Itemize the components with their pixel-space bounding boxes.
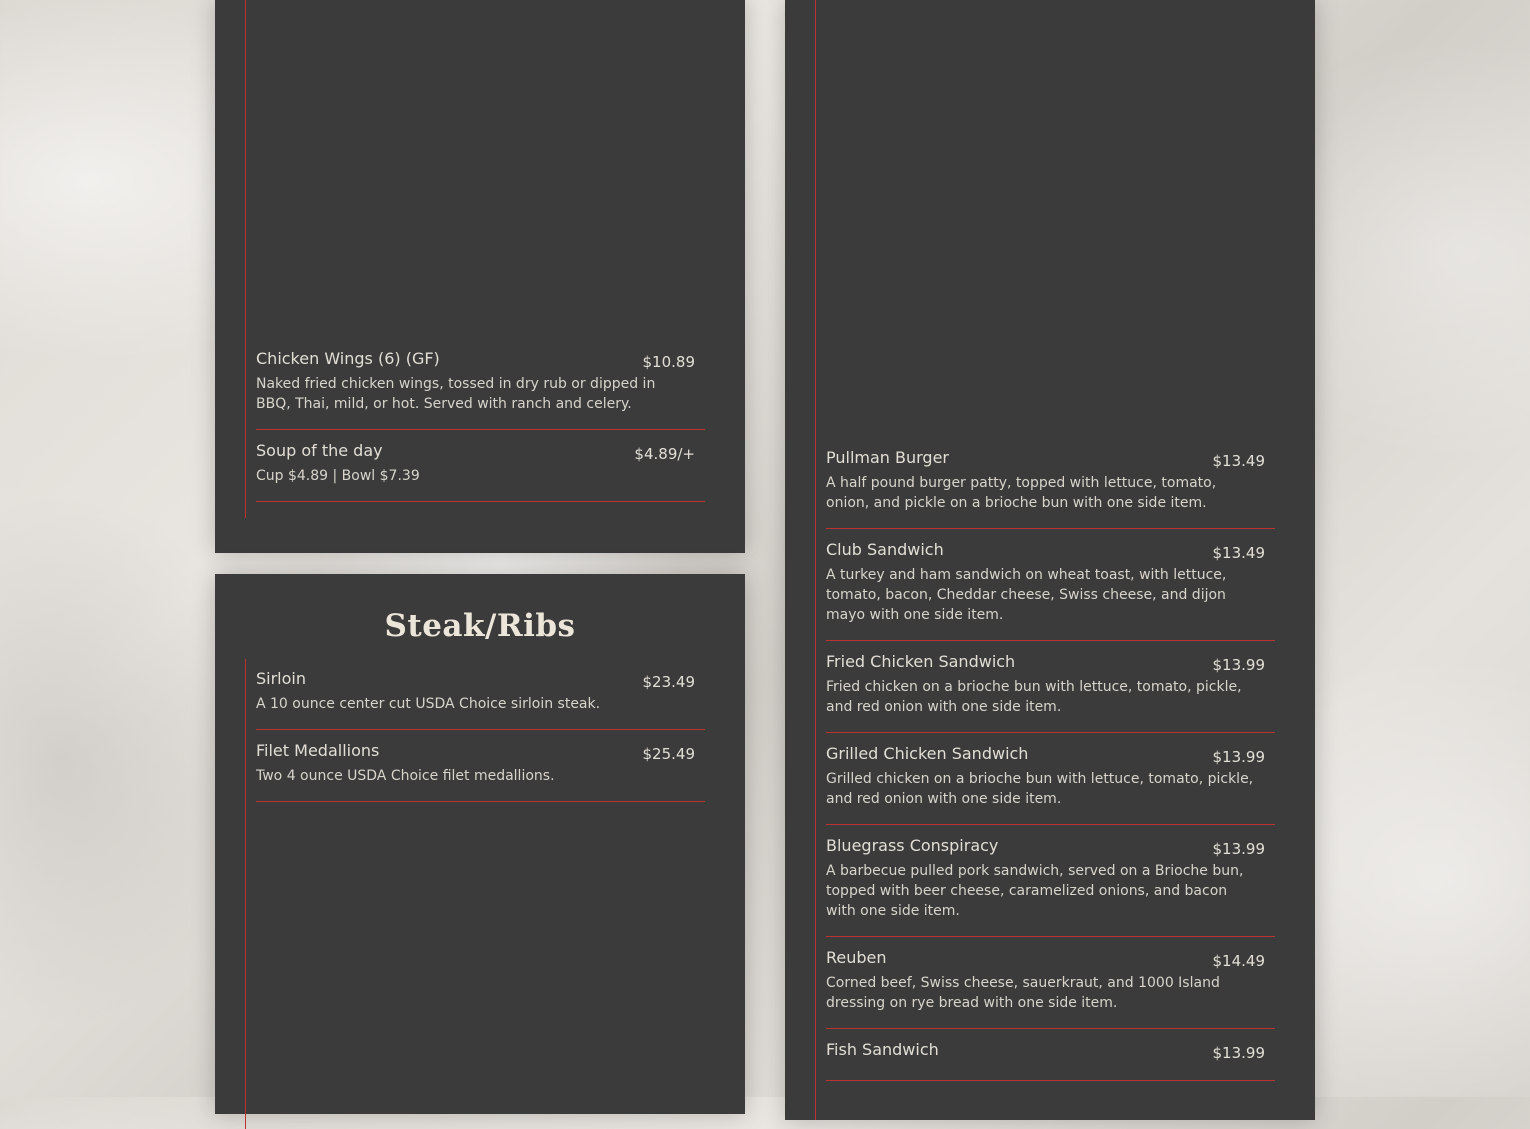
accent-rule-vertical bbox=[815, 0, 816, 1120]
menu-item-price: $13.49 bbox=[1212, 544, 1265, 562]
menu-item-price: $10.89 bbox=[642, 353, 695, 371]
menu-item-description: Naked fried chicken wings, tossed in dry rub or dipped in BBQ, Thai, mild, or hot. Served with ranch and celery. bbox=[256, 376, 656, 412]
menu-item-list bbox=[256, 658, 705, 802]
menu-item bbox=[256, 730, 705, 802]
menu-item bbox=[826, 529, 1275, 641]
menu-card-steak-ribs bbox=[215, 574, 745, 1114]
menu-item-name: Sirloin bbox=[256, 669, 306, 688]
menu-item bbox=[826, 937, 1275, 1029]
menu-item-name: Fish Sandwich bbox=[826, 1040, 939, 1059]
menu-item-list bbox=[826, 437, 1275, 1081]
menu-item bbox=[826, 641, 1275, 733]
menu-item-price: $4.89/+ bbox=[634, 445, 695, 463]
menu-item-description: A half pound burger patty, topped with lettuce, tomato, onion, and pickle on a brioche bun with one side item. bbox=[826, 475, 1217, 511]
menu-item-name: Bluegrass Conspiracy bbox=[826, 836, 999, 855]
menu-item bbox=[826, 733, 1275, 825]
menu-item-name: Chicken Wings (6) (GF) bbox=[256, 349, 440, 368]
menu-item-description: Cup $4.89 | Bowl $7.39 bbox=[256, 468, 420, 484]
menu-item-name: Filet Medallions bbox=[256, 741, 380, 760]
menu-card-sandwiches bbox=[785, 0, 1315, 1120]
menu-item-name: Grilled Chicken Sandwich bbox=[826, 744, 1029, 763]
menu-item bbox=[256, 430, 705, 502]
menu-item-name: Reuben bbox=[826, 948, 887, 967]
menu-item-price: $23.49 bbox=[642, 673, 695, 691]
menu-item-price: $13.99 bbox=[1212, 1044, 1265, 1062]
menu-item-name: Club Sandwich bbox=[826, 540, 944, 559]
menu-item-description: A 10 ounce center cut USDA Choice sirloin steak. bbox=[256, 696, 601, 712]
menu-item-description: A barbecue pulled pork sandwich, served on a Brioche bun, topped with beer cheese, caramelized onions, and bacon with one side item. bbox=[826, 863, 1244, 919]
menu-item-price: $13.99 bbox=[1212, 748, 1265, 766]
menu-item-price: $14.49 bbox=[1212, 952, 1265, 970]
menu-item bbox=[256, 658, 705, 730]
menu-item bbox=[826, 1029, 1275, 1081]
menu-item-description: Grilled chicken on a brioche bun with lettuce, tomato, pickle, and red onion with one side item. bbox=[826, 771, 1254, 807]
menu-item bbox=[256, 338, 705, 430]
menu-item-description: Two 4 ounce USDA Choice filet medallions. bbox=[256, 768, 555, 784]
menu-item-price: $13.49 bbox=[1212, 452, 1265, 470]
menu-item-name: Soup of the day bbox=[256, 441, 383, 460]
menu-item-name: Fried Chicken Sandwich bbox=[826, 652, 1016, 671]
accent-rule-vertical bbox=[245, 659, 246, 1129]
menu-item-price: $13.99 bbox=[1212, 840, 1265, 858]
menu-item-description: Fried chicken on a brioche bun with lettuce, tomato, pickle, and red onion with one side item. bbox=[826, 679, 1242, 715]
menu-item bbox=[826, 437, 1275, 529]
menu-item-description: A turkey and ham sandwich on wheat toast, with lettuce, tomato, bacon, Cheddar cheese, Swiss cheese, and dijon mayo with one side item. bbox=[826, 567, 1227, 623]
section-title: Steak/Ribs bbox=[384, 608, 576, 644]
menu-item-description: Corned beef, Swiss cheese, sauerkraut, and 1000 Island dressing on rye bread with one side item. bbox=[826, 975, 1220, 1011]
accent-rule-vertical bbox=[245, 0, 246, 518]
menu-card-appetizers bbox=[215, 0, 745, 553]
menu-item bbox=[826, 825, 1275, 937]
menu-item-price: $13.99 bbox=[1212, 656, 1265, 674]
menu-item-name: Pullman Burger bbox=[826, 448, 950, 467]
menu-item-list bbox=[256, 338, 705, 502]
menu-item-price: $25.49 bbox=[642, 745, 695, 763]
